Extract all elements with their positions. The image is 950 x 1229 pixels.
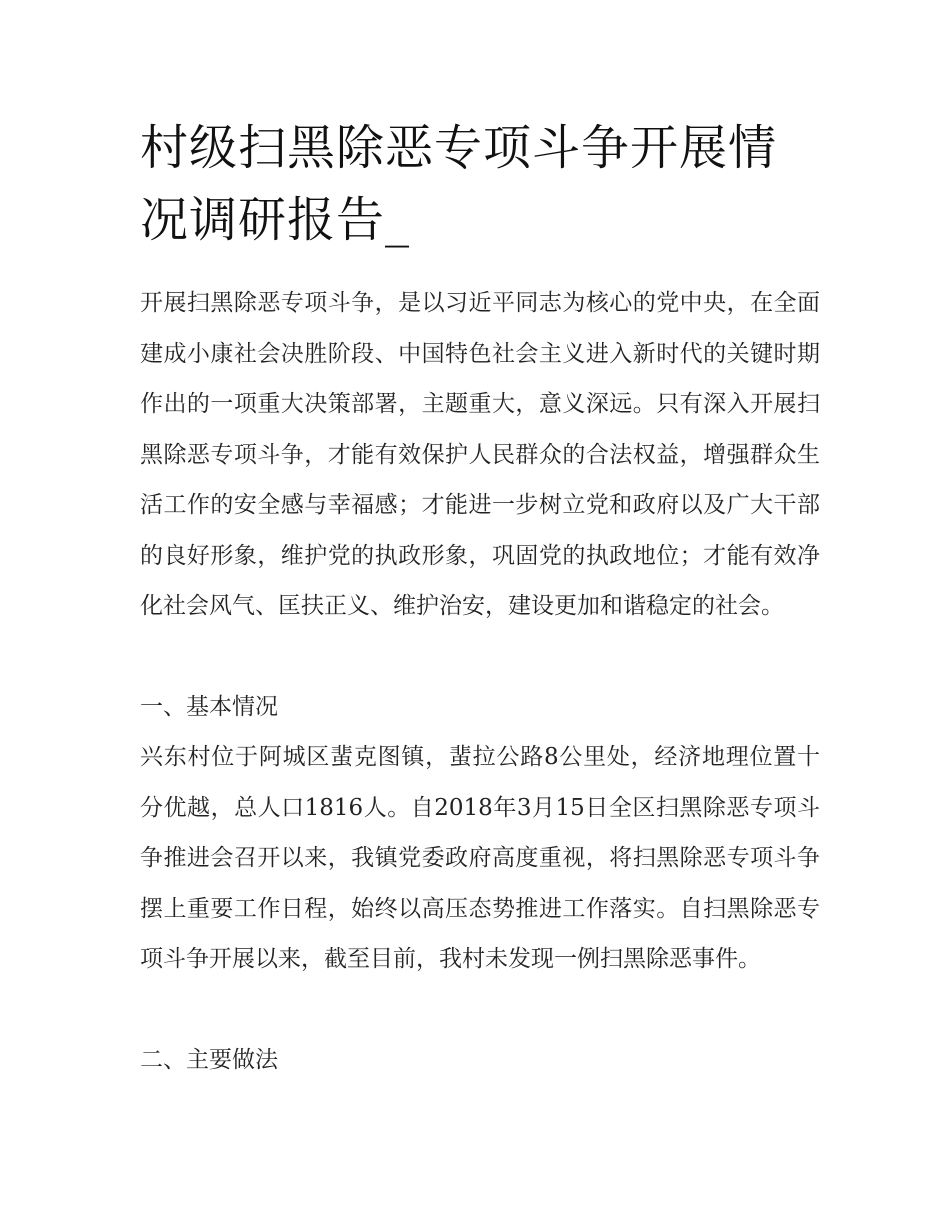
basic-situation-paragraph: 兴东村位于阿城区蜚克图镇，蜚拉公路8公里处，经济地理位置十分优越，总人口1816人。自2018年3月15日全区扫黑除恶专项斗争推进会召开以来，我镇党委政府高度重视，将扫黑除恶专项斗争摆上重要工作日程，始终以高压态势推进工作落实。自扫黑除恶专项斗争开展以来，截至目前，我村未发现一例扫黑除恶事件。	[140, 744, 820, 972]
intro-paragraph: 开展扫黑除恶专项斗争，是以习近平同志为核心的党中央，在全面建成小康社会决胜阶段、中国特色社会主义进入新时代的关键时期作出的一项重大决策部署，主题重大，意义深远。只有深入开展扫黑除恶专项斗争，才能有效保护人民群众的合法权益，增强群众生活工作的安全感与幸福感；才能进一步树立党和政府以及广大干部的良好形象，维护党的执政形象，巩固党的执政地位；才能有效净化社会风气、匡扶正义、维护治安，建设更加和谐稳定的社会。	[140, 290, 820, 619]
section-heading-basic-situation: 一、基本情况	[140, 694, 278, 720]
document-title: 村级扫黑除恶专项斗争开展情况调研报告_	[140, 120, 778, 248]
section-heading-main-practices: 二、主要做法	[140, 1047, 278, 1073]
